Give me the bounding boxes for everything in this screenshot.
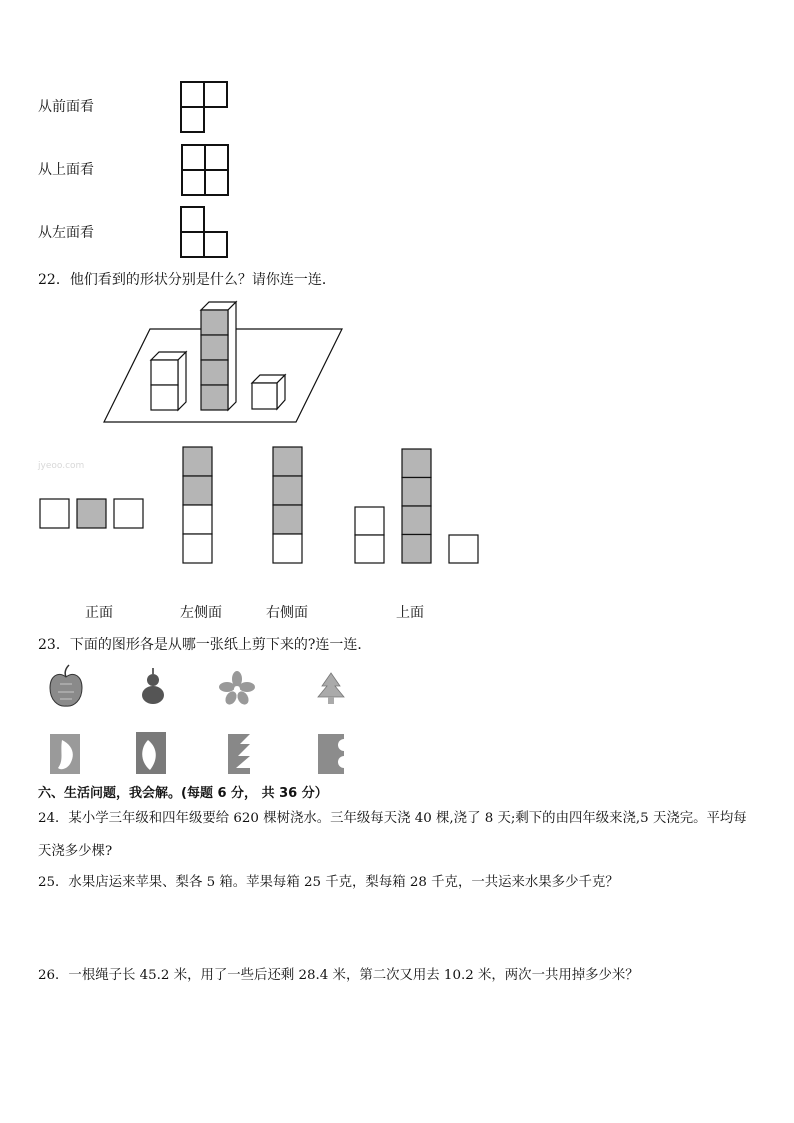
view-label-left: 从左面看 [38,225,94,241]
single-cube [252,375,285,409]
front-view-figure [181,82,227,132]
paper-crescent-hole-icon [136,732,166,774]
flower-cutout-icon [219,671,255,707]
q25-text: 25．水果店运来苹果、梨各 5 箱。苹果每箱 25 千克，梨每箱 28 千克，一共运来水果多少千克？ [38,875,619,890]
answer-shape-column-a [183,447,212,563]
label-front: 正面 [85,605,113,621]
answer-shape-mixed [355,449,478,563]
left-cube-stack [151,352,186,410]
paper-tree-edge-icon [228,734,250,774]
paper-leaf-hole-icon [50,734,80,774]
q24-line1: 24．某小学三年级和四年级要给 620 棵树浇水。三年级每天浇 40 棵,浇了 8 天;剩下的由四年级来浇,5 天浇完。平均每 [38,811,747,826]
tree-cutout-icon [318,673,344,704]
section-heading: 六、生活问题，我会解。(每题 6 分， 共 36 分） [38,786,328,801]
label-left-side: 左侧面 [180,605,222,621]
q26-text: 26．一根绳子长 45.2 米，用了一些后还剩 28.4 米，第二次又用去 10.2 米，两次一共用掉多少米？ [38,968,639,983]
watermark: jyeoo.com [38,461,85,471]
label-top: 上面 [396,605,424,621]
q22-prompt: 22．他们看到的形状分别是什么？请你连一连． [38,272,336,288]
gourd-cutout-icon [142,668,164,704]
tall-cube-stack [201,302,236,410]
view-label-top: 从上面看 [38,162,94,178]
apple-cutout-icon [50,665,82,706]
cube-scene [104,302,342,422]
view-label-front: 从前面看 [38,99,94,115]
q23-prompt: 23．下面的图形各是从哪一张纸上剪下来的?连一连． [38,637,372,653]
left-view-figure [181,207,227,257]
answer-shape-column-b [273,447,302,563]
answer-shape-row [40,499,143,528]
label-right-side: 右侧面 [266,605,308,621]
paper-notch-icon [318,734,350,774]
top-view-figure [182,145,228,195]
q24-line2: 天浇多少棵? [38,844,113,859]
